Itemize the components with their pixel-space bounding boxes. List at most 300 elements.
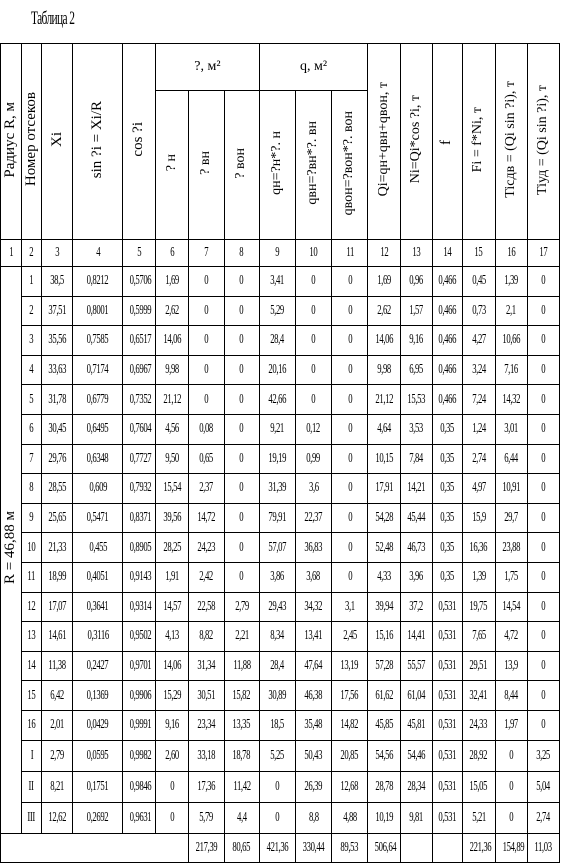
- table-cell: 0,531: [432, 771, 462, 802]
- table-cell: 3: [21, 326, 42, 356]
- table-cell: 3,01: [495, 414, 527, 444]
- table-row-roman: [1, 740, 560, 771]
- table-cell: 0,466: [432, 385, 462, 415]
- table-cell: 14,06: [156, 326, 189, 356]
- table-cell: 0,9982: [123, 740, 156, 771]
- table-cell: 28,4: [259, 326, 295, 356]
- table-cell: 3,24: [462, 355, 495, 385]
- table-cell: 15,53: [401, 385, 432, 415]
- table-cell: 0: [295, 355, 331, 385]
- header-omega-vn: ? вн: [189, 91, 224, 240]
- table-row: [1, 710, 560, 740]
- table-cell: 2,01: [42, 710, 73, 740]
- table-cell: 0,9314: [123, 592, 156, 622]
- table-cell: 28,92: [462, 740, 495, 771]
- table-cell: 2,42: [189, 562, 224, 592]
- table-cell: 3,86: [259, 562, 295, 592]
- table-cell: 0: [527, 326, 559, 356]
- table-cell: 0: [189, 326, 224, 356]
- table-cell: 61,62: [368, 681, 401, 711]
- table-row: [1, 651, 560, 681]
- table-cell: 8,44: [495, 681, 527, 711]
- table-cell: 21,33: [42, 533, 73, 563]
- table-cell: 0,8001: [73, 296, 123, 326]
- table-cell: 39,94: [368, 592, 401, 622]
- table-cell: 0,531: [432, 710, 462, 740]
- column-number: 11: [332, 240, 368, 267]
- table-cell: 2,79: [42, 740, 73, 771]
- header-omega-von: ? вон: [224, 91, 259, 240]
- table-cell: 0,35: [432, 533, 462, 563]
- table-cell: 1: [21, 267, 42, 297]
- table-cell: 13,41: [295, 622, 331, 652]
- table-cell: 0: [527, 710, 559, 740]
- table-row: [1, 414, 560, 444]
- table-cell: 0,96: [401, 267, 432, 297]
- table-cell: 0: [295, 296, 331, 326]
- table-cell: 0,466: [432, 355, 462, 385]
- table-cell: 0: [224, 267, 259, 297]
- table-cell: 37,51: [42, 296, 73, 326]
- table-cell: 2,37: [189, 474, 224, 504]
- table-cell: 0,2427: [73, 651, 123, 681]
- table-cell: 21,12: [156, 385, 189, 415]
- table-cell: 0: [332, 444, 368, 474]
- table-cell: 7,16: [495, 355, 527, 385]
- table-cell: 9,21: [259, 414, 295, 444]
- table-cell: 1,24: [462, 414, 495, 444]
- table-cell: 23,34: [189, 710, 224, 740]
- table-cell: 61,04: [401, 681, 432, 711]
- table-cell: 0: [527, 651, 559, 681]
- table-cell: 1,91: [156, 562, 189, 592]
- table-cell: 39,56: [156, 503, 189, 533]
- table-cell: 25,65: [42, 503, 73, 533]
- table-row: [1, 622, 560, 652]
- table-cell: 0,9502: [123, 622, 156, 652]
- table-cell: 0,455: [73, 533, 123, 563]
- table-cell: 19,19: [259, 444, 295, 474]
- table-cell: 0,8371: [123, 503, 156, 533]
- table-cell: 7,24: [462, 385, 495, 415]
- table-cell: 2,62: [368, 296, 401, 326]
- table-cell: 30,89: [259, 681, 295, 711]
- table-cell: 5,21: [462, 802, 495, 833]
- table-cell: 0,7727: [123, 444, 156, 474]
- table-cell: 5,04: [527, 771, 559, 802]
- column-number: 8: [224, 240, 259, 267]
- table-row: [1, 681, 560, 711]
- total-cell: 421,36: [259, 833, 295, 862]
- column-number: 2: [21, 240, 42, 267]
- table-cell: 57,28: [368, 651, 401, 681]
- table-cell: 45,44: [401, 503, 432, 533]
- table-cell: 0: [224, 562, 259, 592]
- table-cell: 31,34: [189, 651, 224, 681]
- table-cell: 0: [495, 802, 527, 833]
- table-cell: 0: [332, 533, 368, 563]
- table-cell: 0,0429: [73, 710, 123, 740]
- table-cell: 15,29: [156, 681, 189, 711]
- column-number: 17: [527, 240, 559, 267]
- table-cell: 12,62: [42, 802, 73, 833]
- table-cell: 3,25: [527, 740, 559, 771]
- table-cell: 35,56: [42, 326, 73, 356]
- table-cell: 14,21: [401, 474, 432, 504]
- table-cell: 9,16: [156, 710, 189, 740]
- table-cell: 0: [527, 414, 559, 444]
- column-number-row: [1, 240, 560, 267]
- table-cell: 2,62: [156, 296, 189, 326]
- table-cell: 4,33: [368, 562, 401, 592]
- table-cell: 10,91: [495, 474, 527, 504]
- table-cell: 17,07: [42, 592, 73, 622]
- table-row-roman: [1, 802, 560, 833]
- table-cell: 2,74: [527, 802, 559, 833]
- table-cell: 8,34: [259, 622, 295, 652]
- column-number: 15: [462, 240, 495, 267]
- table-cell: 19,75: [462, 592, 495, 622]
- table-cell: 11,42: [224, 771, 259, 802]
- table-cell: 22,37: [295, 503, 331, 533]
- table-cell: 3,6: [295, 474, 331, 504]
- table-row: [1, 562, 560, 592]
- total-cell: 217,39: [189, 833, 224, 862]
- table-cell: 33,18: [189, 740, 224, 771]
- table-cell: 0,65: [189, 444, 224, 474]
- table-cell: 12,68: [332, 771, 368, 802]
- table-cell: 0: [295, 326, 331, 356]
- table-cell: 0,9631: [123, 802, 156, 833]
- table-cell: 9,98: [156, 355, 189, 385]
- table-row: [1, 296, 560, 326]
- table-cell: 26,39: [295, 771, 331, 802]
- table-cell: 0: [332, 355, 368, 385]
- table-cell: 0,9991: [123, 710, 156, 740]
- table-cell: 14,54: [495, 592, 527, 622]
- table-cell: 10,15: [368, 444, 401, 474]
- table-cell: 0,9846: [123, 771, 156, 802]
- table-cell: 0: [527, 622, 559, 652]
- header-q-n: qн=?н*?. н: [259, 91, 295, 240]
- table-cell: 0,35: [432, 474, 462, 504]
- table-cell: 15,9: [462, 503, 495, 533]
- table-cell: 52,48: [368, 533, 401, 563]
- table-cell: 0: [332, 474, 368, 504]
- table-cell: 45,85: [368, 710, 401, 740]
- table-cell: 1,97: [495, 710, 527, 740]
- table-cell: 4,13: [156, 622, 189, 652]
- table-cell: 36,83: [295, 533, 331, 563]
- table-cell: 2,79: [224, 592, 259, 622]
- table-cell: 31,78: [42, 385, 73, 415]
- table-cell: 15,54: [156, 474, 189, 504]
- table-cell: 0: [527, 681, 559, 711]
- header-sin: sin ?i = Xi/R: [73, 44, 123, 240]
- table-cell: 38,5: [42, 267, 73, 297]
- table-cell: 0: [527, 592, 559, 622]
- table-cell: 0,1369: [73, 681, 123, 711]
- table-cell: 0,2692: [73, 802, 123, 833]
- table-cell: 0: [332, 562, 368, 592]
- table-cell: 0,531: [432, 740, 462, 771]
- table-cell: 0,7585: [73, 326, 123, 356]
- header-F: Fi = f*Ni, т: [462, 44, 495, 240]
- table-cell: 35,48: [295, 710, 331, 740]
- table-cell: 7,84: [401, 444, 432, 474]
- table-cell: 20,16: [259, 355, 295, 385]
- table-cell: 9,50: [156, 444, 189, 474]
- table-cell: 17,56: [332, 681, 368, 711]
- table-cell: 1,75: [495, 562, 527, 592]
- table-cell: 0,73: [462, 296, 495, 326]
- table-cell: 0,7174: [73, 355, 123, 385]
- table-cell: 31,39: [259, 474, 295, 504]
- table-cell: 0,7932: [123, 474, 156, 504]
- table-cell: 4,27: [462, 326, 495, 356]
- table-cell: 28,78: [368, 771, 401, 802]
- column-number: 6: [156, 240, 189, 267]
- totals-blank: [1, 833, 189, 862]
- table-cell: 0: [224, 503, 259, 533]
- header-q-von: qвон=?вон*?. вон: [332, 91, 368, 240]
- header-T-sdv: Tiсдв = (Qi sin ?i), т: [495, 44, 527, 240]
- table-cell: 0,531: [432, 681, 462, 711]
- table-cell: 4,72: [495, 622, 527, 652]
- header-section: Номер отсеков: [21, 44, 42, 240]
- table-cell: 0,1751: [73, 771, 123, 802]
- table-cell: 0: [527, 474, 559, 504]
- table-cell: 0: [527, 355, 559, 385]
- table-cell: 0,0595: [73, 740, 123, 771]
- table-cell: 0: [295, 385, 331, 415]
- total-cell: 154,89: [495, 833, 527, 862]
- table-cell: 1,69: [156, 267, 189, 297]
- table-cell: 7: [21, 444, 42, 474]
- table-cell: 0: [495, 740, 527, 771]
- total-cell: 221,36: [462, 833, 495, 862]
- total-cell: 330,44: [295, 833, 331, 862]
- header-radius: Радиус R, м: [1, 44, 22, 240]
- table-cell: 12: [21, 592, 42, 622]
- table-cell: 0: [527, 296, 559, 326]
- table-cell: 13: [21, 622, 42, 652]
- table-row: [1, 355, 560, 385]
- table-cell: 2,74: [462, 444, 495, 474]
- header-x: Xi: [42, 44, 73, 240]
- table-cell: 34,32: [295, 592, 331, 622]
- table-cell: 11,38: [42, 651, 73, 681]
- table-cell: 24,23: [189, 533, 224, 563]
- table-cell: 0: [332, 296, 368, 326]
- table-cell: 0: [527, 385, 559, 415]
- table-cell: 20,85: [332, 740, 368, 771]
- table-cell: 16,36: [462, 533, 495, 563]
- table-cell: 0: [224, 355, 259, 385]
- table-cell: 15,82: [224, 681, 259, 711]
- table-cell: 0,531: [432, 592, 462, 622]
- table-cell: 0: [224, 474, 259, 504]
- table-cell: 0,9906: [123, 681, 156, 711]
- table-cell: 14,41: [401, 622, 432, 652]
- table-cell: I: [21, 740, 42, 771]
- table-cell: 7,65: [462, 622, 495, 652]
- table-cell: 14,32: [495, 385, 527, 415]
- table-cell: 0: [332, 326, 368, 356]
- table-cell: 0,8905: [123, 533, 156, 563]
- column-number: 12: [368, 240, 401, 267]
- table-cell: 17,91: [368, 474, 401, 504]
- table-cell: 0: [156, 802, 189, 833]
- table-cell: 14,57: [156, 592, 189, 622]
- total-cell: 89,53: [332, 833, 368, 862]
- table-cell: 28,34: [401, 771, 432, 802]
- table-cell: 0,7352: [123, 385, 156, 415]
- table-cell: 28,25: [156, 533, 189, 563]
- table-cell: 1,57: [401, 296, 432, 326]
- header-q-group: q, м²: [259, 44, 368, 91]
- table-cell: 0,466: [432, 326, 462, 356]
- table-cell: 10: [21, 533, 42, 563]
- column-number: 7: [189, 240, 224, 267]
- table-cell: 0,9701: [123, 651, 156, 681]
- totals-row: [1, 833, 560, 862]
- table-cell: 10,66: [495, 326, 527, 356]
- table-cell: 0: [332, 503, 368, 533]
- table-cell: 10,19: [368, 802, 401, 833]
- table-cell: 0: [332, 414, 368, 444]
- table-row: [1, 474, 560, 504]
- table-cell: 0,6779: [73, 385, 123, 415]
- table-cell: 57,07: [259, 533, 295, 563]
- table-cell: 3,53: [401, 414, 432, 444]
- table-cell: 6,44: [495, 444, 527, 474]
- table-cell: 2,1: [495, 296, 527, 326]
- table-cell: 0,5706: [123, 267, 156, 297]
- table-cell: 54,56: [368, 740, 401, 771]
- table-cell: 55,57: [401, 651, 432, 681]
- table-cell: 9,98: [368, 355, 401, 385]
- table-cell: 9,16: [401, 326, 432, 356]
- table-row: [1, 444, 560, 474]
- table-cell: 24,33: [462, 710, 495, 740]
- header-row-1: [1, 44, 560, 91]
- table-cell: 42,66: [259, 385, 295, 415]
- table-cell: 5,29: [259, 296, 295, 326]
- table-cell: 0,6967: [123, 355, 156, 385]
- table-cell: 6: [21, 414, 42, 444]
- table-cell: 18,99: [42, 562, 73, 592]
- table-cell: 3,41: [259, 267, 295, 297]
- total-cell: 506,64: [368, 833, 401, 862]
- table-cell: 0,531: [432, 622, 462, 652]
- table-cell: 4: [21, 355, 42, 385]
- table-cell: 0: [495, 771, 527, 802]
- table-cell: 46,38: [295, 681, 331, 711]
- table-cell: 16: [21, 710, 42, 740]
- table-cell: 0: [224, 414, 259, 444]
- table-cell: 15: [21, 681, 42, 711]
- table-cell: 0,35: [432, 562, 462, 592]
- table-cell: 23,88: [495, 533, 527, 563]
- table-cell: 0: [189, 267, 224, 297]
- table-row: [1, 533, 560, 563]
- table-cell: 15,05: [462, 771, 495, 802]
- table-cell: 0: [332, 267, 368, 297]
- table-cell: 0: [332, 385, 368, 415]
- table-cell: 0,531: [432, 802, 462, 833]
- table-cell: 37,2: [401, 592, 432, 622]
- table-cell: 14,06: [368, 326, 401, 356]
- table-cell: 0: [224, 296, 259, 326]
- table-cell: 0,35: [432, 503, 462, 533]
- header-cos: cos ?i: [123, 44, 156, 240]
- table-cell: 5: [21, 385, 42, 415]
- table-cell: 11,88: [224, 651, 259, 681]
- table-cell: 6,42: [42, 681, 73, 711]
- table-cell: 32,41: [462, 681, 495, 711]
- table-cell: 13,35: [224, 710, 259, 740]
- column-number: 1: [1, 240, 22, 267]
- table-cell: 0,6348: [73, 444, 123, 474]
- table-cell: 0,609: [73, 474, 123, 504]
- table-cell: 1,39: [462, 562, 495, 592]
- table-row-roman: [1, 771, 560, 802]
- total-cell: 80,65: [224, 833, 259, 862]
- table-cell: III: [21, 802, 42, 833]
- table-cell: 18,78: [224, 740, 259, 771]
- table-cell: 0,5999: [123, 296, 156, 326]
- table-cell: 0: [189, 385, 224, 415]
- table-cell: 0,3116: [73, 622, 123, 652]
- table-cell: 79,91: [259, 503, 295, 533]
- table-cell: 0: [527, 444, 559, 474]
- table-cell: 0: [527, 503, 559, 533]
- table-cell: 29,43: [259, 592, 295, 622]
- table-row: [1, 385, 560, 415]
- table-cell: 13,19: [332, 651, 368, 681]
- header-N: Ni=Qi*cos ?i, т: [401, 44, 432, 240]
- header-omega-n: ? н: [156, 91, 189, 240]
- table-cell: 0,531: [432, 651, 462, 681]
- table-caption: Таблица 2: [31, 8, 75, 29]
- table-cell: 14: [21, 651, 42, 681]
- table-cell: 0,3641: [73, 592, 123, 622]
- table-row: [1, 503, 560, 533]
- table-cell: 0,35: [432, 444, 462, 474]
- table-cell: 0: [224, 444, 259, 474]
- table-cell: 0,466: [432, 267, 462, 297]
- header-omega-group: ?, м²: [156, 44, 259, 91]
- table-cell: 0: [259, 802, 295, 833]
- table-cell: 0,5471: [73, 503, 123, 533]
- table-cell: 8,82: [189, 622, 224, 652]
- table-cell: 0: [259, 771, 295, 802]
- table-cell: 14,82: [332, 710, 368, 740]
- results-table: [0, 43, 560, 863]
- column-number: 13: [401, 240, 432, 267]
- table-cell: 1,69: [368, 267, 401, 297]
- column-number: 10: [295, 240, 331, 267]
- table-cell: 14,72: [189, 503, 224, 533]
- table-cell: 0: [295, 267, 331, 297]
- column-number: 14: [432, 240, 462, 267]
- table-cell: 5,79: [189, 802, 224, 833]
- table-cell: 0: [527, 267, 559, 297]
- table-cell: II: [21, 771, 42, 802]
- table-cell: 0,8212: [73, 267, 123, 297]
- table-cell: 33,63: [42, 355, 73, 385]
